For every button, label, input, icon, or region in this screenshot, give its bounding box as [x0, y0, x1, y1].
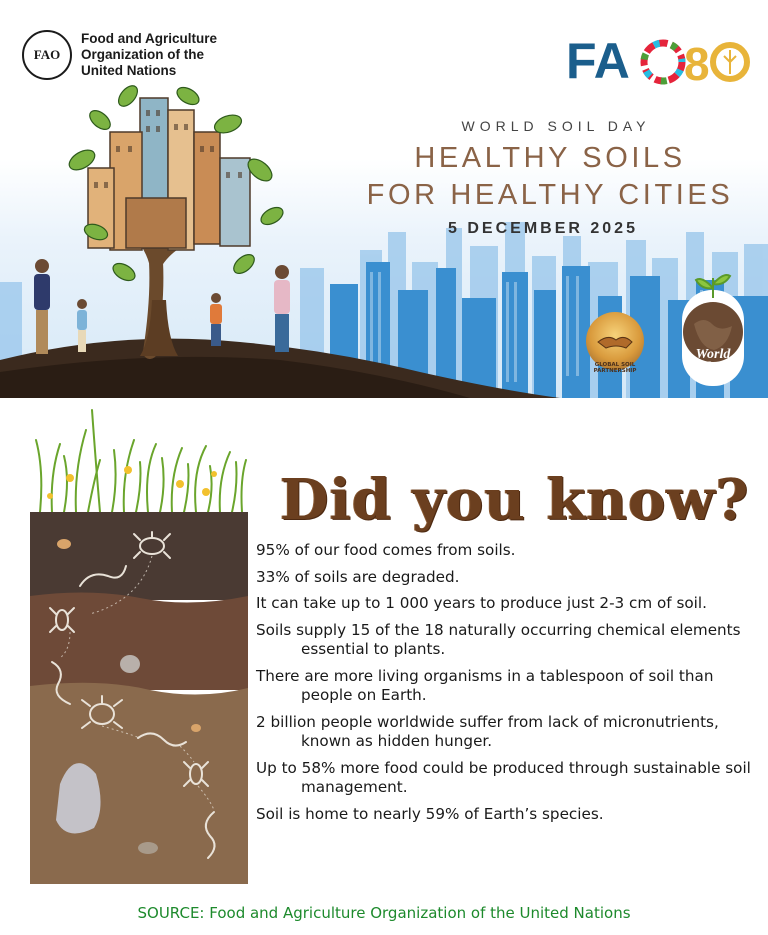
- world-soil-day-banner: [0, 0, 768, 398]
- theme-line-2: FOR HEALTHY CITIES: [366, 179, 734, 211]
- fact-item: There are more living organisms in a tablespoon of soil than people on Earth.: [256, 666, 714, 704]
- did-you-know-heading: Did you know?: [280, 467, 750, 533]
- event-name: WORLD SOIL DAY: [461, 118, 651, 134]
- fact-item: 2 billion people worldwide suffer from lack of micronutrients, known as hidden hunger.: [256, 712, 719, 750]
- fact-item: Soil is home to nearly 59% of Earth’s species.: [256, 804, 604, 823]
- organization-name-line: United Nations: [81, 63, 177, 78]
- partner-badge-label: GLOBAL SOIL PARTNERSHIP: [593, 362, 637, 374]
- headline-block: [330, 118, 768, 238]
- fao-emblem-icon: FAO: [22, 30, 72, 80]
- fact-item: 33% of soils are degraded.: [256, 567, 460, 586]
- organization-name-line: Organization of the: [81, 47, 204, 62]
- fao80-logo: [566, 30, 756, 90]
- fao80-logo-icon: [566, 30, 756, 90]
- fact-item: It can take up to 1 000 years to produce just 2-3 cm of soil.: [256, 594, 707, 612]
- svg-text:8: 8: [684, 38, 710, 90]
- organization-name: [81, 31, 217, 79]
- fao-logo: [22, 30, 217, 80]
- event-date: 5 DECEMBER 2025: [448, 220, 638, 237]
- partner-badge-label: World Soil Day: [688, 347, 738, 375]
- fact-item: Soils supply 15 of the 18 naturally occurring chemical elements essential to plants.: [256, 620, 741, 658]
- svg-text:FA: FA: [566, 33, 630, 89]
- facts-list: [256, 541, 761, 831]
- fact-item: 95% of our food comes from soils.: [256, 541, 516, 559]
- source-credit: SOURCE: Food and Agriculture Organization of the United Nations: [137, 904, 631, 922]
- stone-icon: [120, 655, 140, 673]
- soil-profile-illustration: [30, 400, 248, 884]
- organization-name-line: Food and Agriculture: [81, 31, 217, 46]
- theme-line-1: HEALTHY SOILS: [414, 142, 686, 174]
- fact-item: Up to 58% more food could be produced through sustainable soil management.: [256, 758, 751, 796]
